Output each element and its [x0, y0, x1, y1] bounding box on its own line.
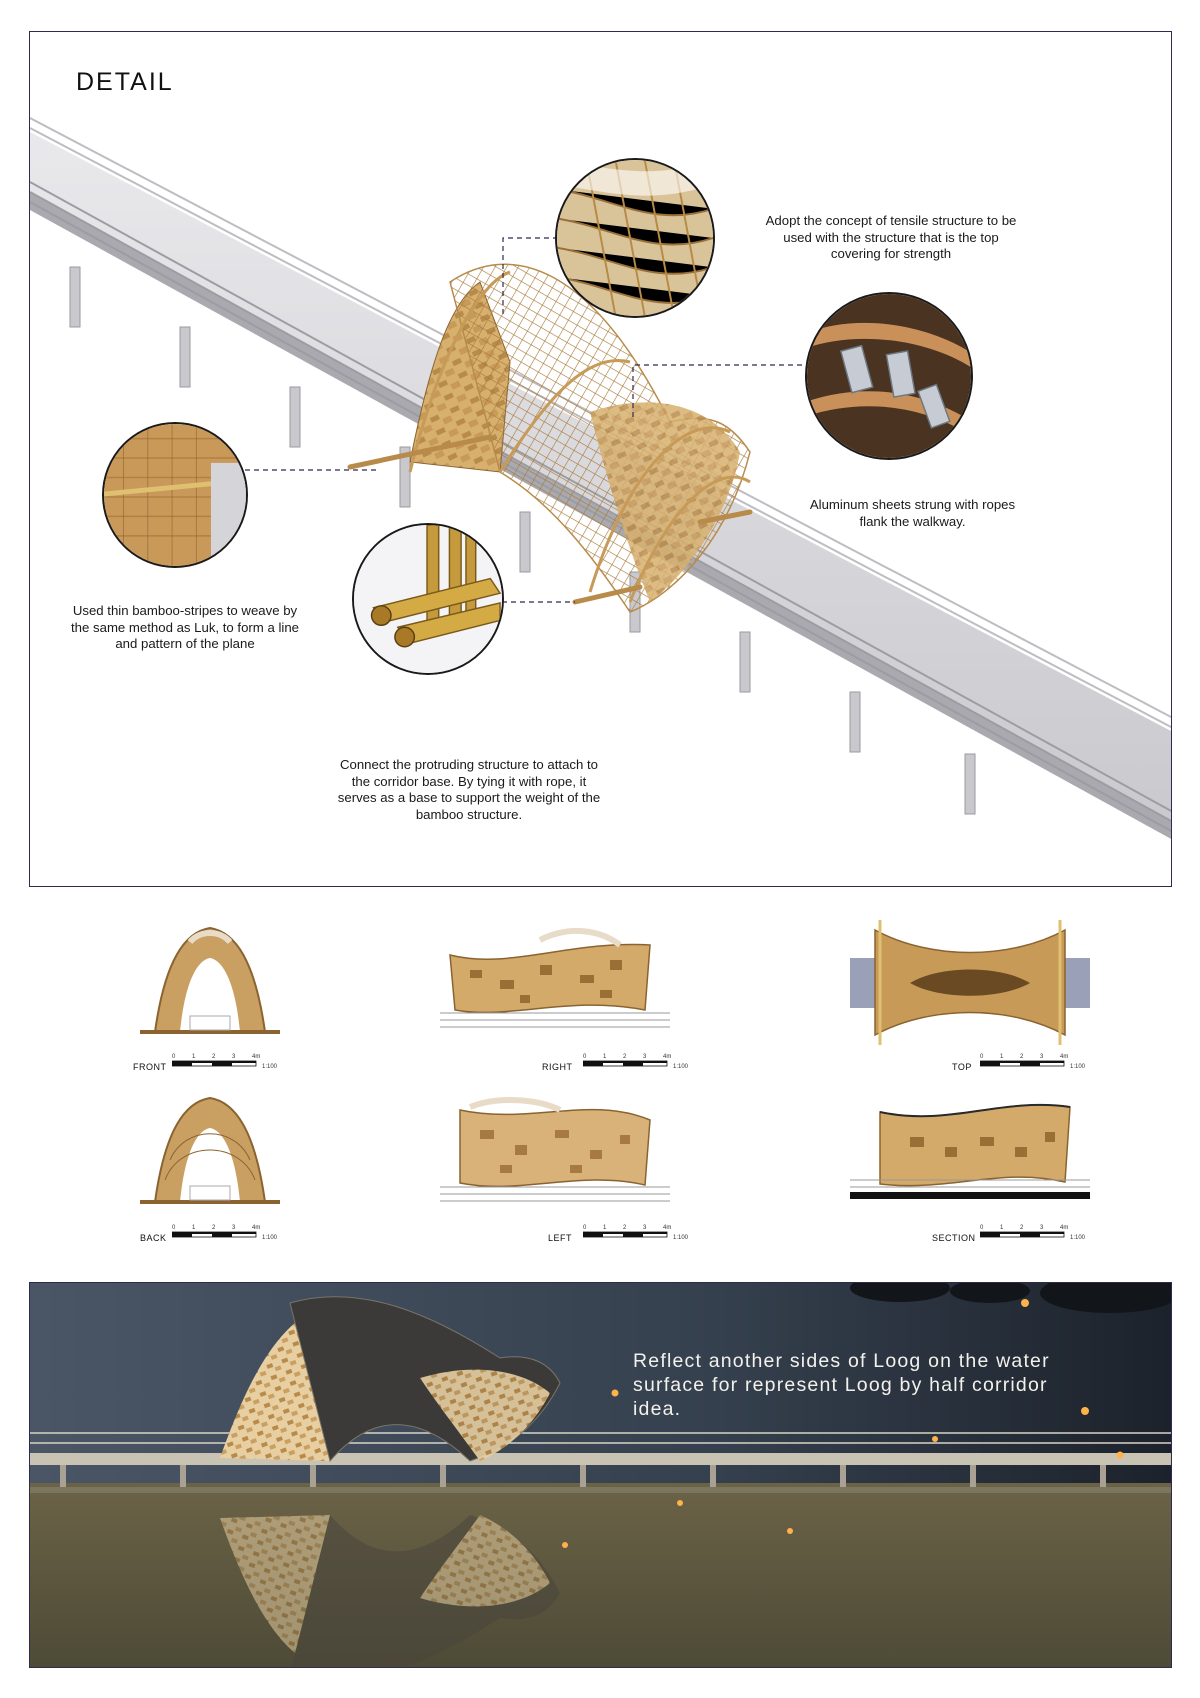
scale-tick-3: 3 — [232, 1054, 236, 1060]
scale-ratio: 1:100 — [673, 1235, 689, 1241]
back-label: BACK — [140, 1233, 167, 1243]
left-label: LEFT — [548, 1233, 573, 1243]
top-view — [850, 920, 1090, 1045]
scale-tick-0: 0 — [980, 1054, 984, 1060]
scale-tick-4: 4m — [252, 1054, 261, 1060]
tensile-note: Adopt the concept of tensile structure to be used with the structure that is the top covering for strength — [765, 213, 1017, 262]
woven-canopy-detail-circle — [555, 158, 715, 318]
scale-ratio: 1:100 — [262, 1235, 278, 1241]
orthographic-views — [0, 900, 1200, 1260]
scale-tick-0: 0 — [583, 1225, 587, 1231]
back-scalebar — [172, 1223, 282, 1248]
scale-tick-4: 4m — [1060, 1225, 1069, 1231]
bamboo-base-detail-circle — [352, 523, 504, 675]
section-label: SECTION — [932, 1233, 976, 1243]
top-scalebar — [980, 1052, 1090, 1077]
scale-ratio: 1:100 — [1070, 1235, 1086, 1241]
front-scalebar — [172, 1052, 282, 1077]
section-view — [850, 1092, 1090, 1207]
front-view — [140, 920, 280, 1040]
scale-tick-1: 1 — [1000, 1054, 1004, 1060]
scale-tick-3: 3 — [1040, 1225, 1044, 1231]
night-caption: Reflect another sides of Loog on the water surface for represent Loog by half corridor idea. — [633, 1350, 1050, 1420]
scale-tick-3: 3 — [643, 1225, 647, 1231]
aluminum-note: Aluminum sheets strung with ropes flank the walkway. — [809, 497, 1016, 529]
night-render — [30, 1283, 1172, 1668]
top-label: TOP — [952, 1062, 972, 1072]
detail-panel — [29, 31, 1172, 887]
left-view — [440, 1095, 670, 1210]
scale-tick-3: 3 — [643, 1054, 647, 1060]
scale-tick-2: 2 — [623, 1054, 627, 1060]
right-view — [440, 925, 670, 1040]
base-note: Connect the protruding structure to attach to the corridor base. By tying it with rope, it serves as a base to support the weight of the bamboo structure. — [337, 757, 601, 822]
scale-tick-0: 0 — [172, 1054, 176, 1060]
scale-tick-2: 2 — [1020, 1225, 1024, 1231]
scale-tick-4: 4m — [252, 1225, 261, 1231]
right-label: RIGHT — [542, 1062, 573, 1072]
weave-note: Used thin bamboo-stripes to weave by the same method as Luk, to form a line and pattern of the plane — [71, 603, 299, 652]
scale-tick-0: 0 — [583, 1054, 587, 1060]
scale-tick-4: 4m — [663, 1225, 672, 1231]
scale-ratio: 1:100 — [673, 1064, 689, 1070]
scale-tick-1: 1 — [603, 1225, 607, 1231]
scale-tick-1: 1 — [192, 1225, 196, 1231]
scale-tick-3: 3 — [1040, 1054, 1044, 1060]
left-scalebar — [583, 1223, 693, 1248]
scale-tick-2: 2 — [1020, 1054, 1024, 1060]
detail-title: DETAIL — [76, 68, 174, 96]
scale-ratio: 1:100 — [1070, 1064, 1086, 1070]
scale-tick-1: 1 — [603, 1054, 607, 1060]
scale-tick-4: 4m — [663, 1054, 672, 1060]
back-view — [140, 1090, 280, 1210]
night-render-panel — [29, 1282, 1172, 1668]
scale-tick-2: 2 — [212, 1225, 216, 1231]
section-scalebar — [980, 1223, 1090, 1248]
scale-tick-3: 3 — [232, 1225, 236, 1231]
scale-ratio: 1:100 — [262, 1064, 278, 1070]
front-label: FRONT — [133, 1062, 167, 1072]
scale-tick-0: 0 — [172, 1225, 176, 1231]
bamboo-weave-detail-circle — [102, 422, 248, 568]
scale-tick-0: 0 — [980, 1225, 984, 1231]
scale-tick-1: 1 — [192, 1054, 196, 1060]
scale-tick-2: 2 — [623, 1225, 627, 1231]
right-scalebar — [583, 1052, 693, 1077]
aluminum-sheet-detail-circle — [805, 292, 973, 460]
scale-tick-2: 2 — [212, 1054, 216, 1060]
scale-tick-4: 4m — [1060, 1054, 1069, 1060]
scale-tick-1: 1 — [1000, 1225, 1004, 1231]
